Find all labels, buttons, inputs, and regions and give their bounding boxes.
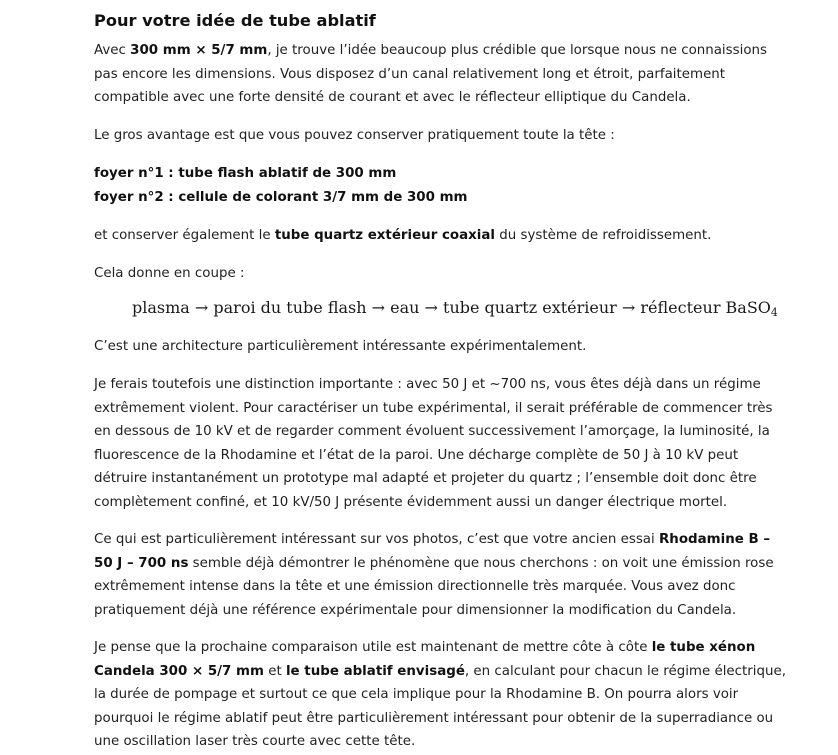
text: , je trouve l’idée beaucoup plus crédible que lorsque nous ne connaissions pas encore les dimensions. Vous disposez d’un canal relativement long et étroit, parfaitement compatible avec une forte densité de courant et avec le réflecteur elliptique du Candela. bbox=[94, 43, 767, 105]
paragraph-comparison bbox=[94, 636, 786, 754]
paragraph-photos bbox=[94, 528, 786, 622]
text: Je pense que la prochaine comparaison utile est maintenant de mettre côte à côte bbox=[94, 640, 652, 655]
text: et bbox=[263, 663, 286, 679]
focus-1: foyer n°1 : tube flash ablatif de 300 mm bbox=[94, 166, 397, 181]
text: Avec bbox=[94, 43, 131, 58]
text: Ce qui est particulièrement intéressant sur vos photos, c’est que votre ancien essai bbox=[94, 532, 659, 547]
paragraph-advantage: Le gros avantage est que vous pouvez conserver pratiquement toute la tête : bbox=[94, 128, 615, 143]
cross-section-formula bbox=[132, 296, 778, 320]
section-heading: Pour votre idée de tube ablatif bbox=[94, 11, 376, 30]
bold-quartz-tube: tube quartz extérieur coaxial bbox=[274, 228, 496, 243]
text: du système de refroidissement. bbox=[495, 228, 712, 243]
bold-candela-tube: le tube xénon Candela 300 × 5/7 mm bbox=[94, 640, 756, 679]
text: , en calculant pour chacun le régime électrique, la durée de pompage et surtout ce que cela implique pour la Rhodamine B. On pourra alors voir pourquoi le régime ablatif peut être particulièrement intéressant pour obtenir de la superradiance ou une oscillation laser très courte avec cette tête. bbox=[94, 663, 786, 749]
paragraph-architecture: C’est une architecture particulièrement intéressante expérimentalement. bbox=[94, 339, 587, 354]
text: et conserver également le bbox=[94, 228, 275, 243]
bold-dimensions: 300 mm × 5/7 mm bbox=[130, 43, 268, 58]
focus-2: foyer n°2 : cellule de colorant 3/7 mm de 300 mm bbox=[94, 189, 468, 205]
paragraph-dimensions bbox=[94, 39, 786, 110]
bold-rhodamine-test: Rhodamine B – 50 J – 700 ns bbox=[94, 532, 771, 571]
bold-ablative-tube: le tube ablatif envisagé bbox=[285, 663, 465, 679]
foci-list bbox=[94, 162, 786, 209]
paragraph-quartz bbox=[94, 224, 786, 248]
text: semble déjà démontrer le phénomène que nous cherchons : on voit une émission rose extrêmement intense dans la tête et une émission directionnelle très marquée. Vous avez donc pratiquement déjà une référence expérimentale pour dimensionner la modification du Candela. bbox=[94, 555, 774, 618]
formula-subscript: 4 bbox=[770, 306, 778, 319]
paragraph-safety: Je ferais toutefois une distinction importante : avec 50 J et ~700 ns, vous êtes déjà dans un régime extrêmement violent. Pour caractériser un tube expérimental, il serait préférable de commencer très en dessous de 10 kV et de regarder comment évoluent successivement l’amorçage, la luminosité, la fluorescence de la Rhodamine et l’état de la paroi. Une décharge complète de 50 J à 10 kV peut détruire instantanément un prototype mal adapté et projeter du quartz ; l’ensemble doit donc être complètement confiné, et 10 kV/50 J présente évidemment aussi un danger électrique mortel. bbox=[94, 377, 773, 510]
paragraph-cross-section: Cela donne en coupe : bbox=[94, 266, 245, 281]
formula-text: plasma → paroi du tube flash → eau → tube quartz extérieur → réflecteur BaSO bbox=[132, 298, 771, 317]
